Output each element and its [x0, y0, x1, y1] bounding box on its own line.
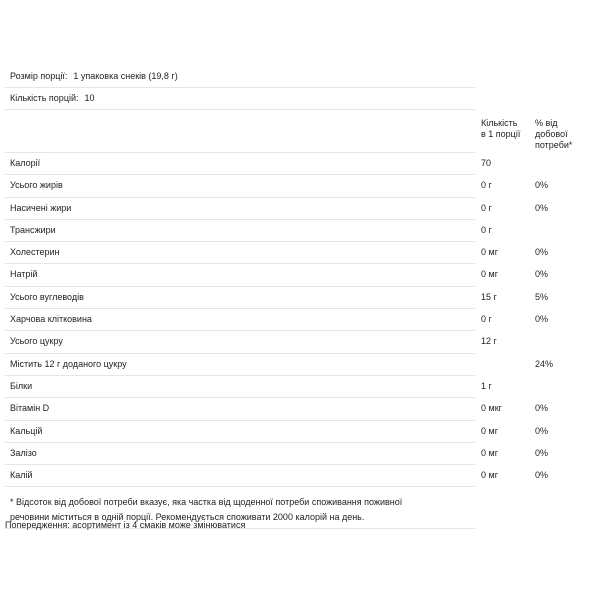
- nutrient-amount: 1 г: [481, 380, 492, 391]
- nutrient-name: Вітамін D: [10, 403, 50, 414]
- nutrient-row: [5, 153, 492, 175]
- nutrition-facts-panel: [5, 66, 573, 529]
- nutrient-name: Харчова клітковина: [10, 314, 92, 325]
- assortment-warning: Попередження: асортимент із 4 смаків може змінюватися: [5, 520, 246, 530]
- serving-size-label: Розмір порції:: [10, 71, 68, 81]
- daily-value-column-header: [535, 118, 595, 151]
- nutrient-daily-value: 0%: [535, 425, 549, 436]
- nutrient-daily-value: 5%: [535, 291, 549, 302]
- servings-count-label: Кількість порцій:: [10, 93, 79, 103]
- amount-header-line: Кількість: [481, 118, 518, 128]
- nutrient-amount: 0 г: [481, 180, 492, 191]
- nutrient-daily-value: 0%: [535, 403, 549, 414]
- nutrient-amount: 0 г: [481, 314, 492, 325]
- serving-size-row: [5, 66, 475, 88]
- nutrient-name: Залізо: [10, 447, 37, 458]
- nutrient-daily-value: 0%: [535, 269, 549, 280]
- nutrient-amount: 0 мг: [481, 447, 498, 458]
- nutrient-row: [5, 465, 549, 487]
- nutrient-daily-value: 0%: [535, 314, 549, 325]
- nutrient-row: [5, 398, 549, 420]
- nutrient-row: [5, 443, 549, 465]
- nutrient-row: [5, 264, 549, 286]
- nutrient-row: [5, 220, 492, 242]
- nutrient-amount: 0 г: [481, 224, 492, 235]
- nutrient-amount: 0 мкг: [481, 403, 502, 414]
- nutrient-daily-value: 0%: [535, 180, 549, 191]
- nutrient-name: Насичені жири: [10, 202, 72, 213]
- nutrient-name: Калорії: [10, 158, 41, 168]
- nutrient-row: [5, 309, 549, 331]
- nutrient-row: [5, 421, 549, 443]
- daily-value-header-line: добової: [535, 129, 568, 139]
- daily-value-header-line: потреби*: [535, 140, 573, 150]
- nutrient-row: [5, 242, 549, 264]
- nutrient-amount: 0 мг: [481, 247, 498, 258]
- serving-size-value: 1 упаковка снеків (19,8 г): [73, 71, 178, 81]
- nutrient-daily-value: 0%: [535, 447, 549, 458]
- nutrient-amount: 0 мг: [481, 269, 498, 280]
- footnote-line: речовини міститься в одній порції. Рекомендується споживати 2000 калорій на день.: [10, 512, 365, 523]
- nutrient-daily-value: 24%: [535, 358, 554, 369]
- footnote-line: * Відсоток від добової потреби вказує, яка частка від щоденної потреби споживання поживної: [10, 497, 403, 508]
- servings-count-row: [5, 88, 475, 110]
- nutrient-row: [5, 376, 492, 398]
- nutrient-daily-value: 0%: [535, 247, 549, 258]
- nutrient-name: Білки: [10, 380, 33, 391]
- nutrient-amount: 0 мг: [481, 470, 498, 481]
- nutrient-amount: 70: [481, 158, 492, 168]
- nutrient-name: Холестерин: [10, 247, 60, 258]
- nutrient-row: [5, 354, 554, 376]
- nutrient-row: [5, 175, 549, 197]
- nutrient-name: Натрій: [10, 269, 38, 280]
- nutrient-amount: 12 г: [481, 336, 497, 347]
- amount-header-line: в 1 порції: [481, 129, 521, 139]
- nutrient-amount: 0 мг: [481, 425, 498, 436]
- nutrient-name: Усього вуглеводів: [10, 291, 84, 302]
- nutrient-row: [5, 198, 549, 220]
- amount-column-header: [481, 118, 531, 140]
- nutrient-name: Містить 12 г доданого цукру: [10, 358, 127, 369]
- nutrient-name: Усього цукру: [10, 336, 63, 347]
- nutrient-row: [5, 287, 549, 309]
- servings-count-value: 10: [84, 93, 95, 103]
- nutrient-amount: 0 г: [481, 202, 492, 213]
- nutrient-name: Кальцій: [10, 425, 43, 436]
- nutrient-name: Усього жирів: [10, 180, 63, 191]
- nutrient-daily-value: 0%: [535, 470, 549, 481]
- daily-value-header-line: % від: [535, 118, 558, 128]
- nutrient-name: Калій: [10, 470, 33, 481]
- nutrient-name: Трансжири: [10, 224, 56, 235]
- table-header: [5, 110, 573, 153]
- nutrient-amount: 15 г: [481, 291, 497, 302]
- nutrient-row: [5, 331, 497, 353]
- nutrient-daily-value: 0%: [535, 202, 549, 213]
